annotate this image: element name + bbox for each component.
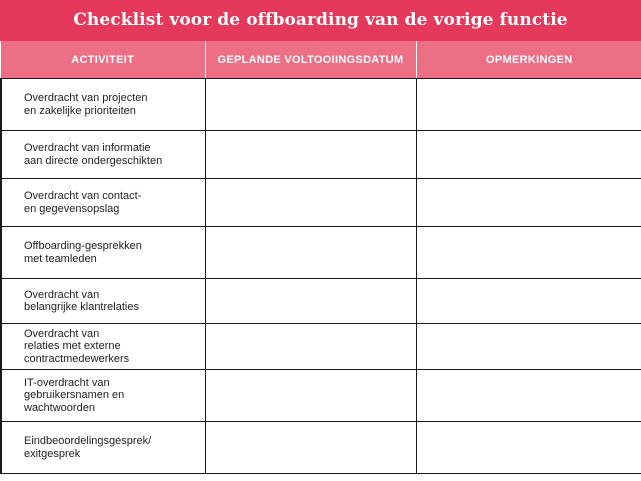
notes-cell[interactable]	[416, 422, 641, 474]
activity-cell: Overdracht van contact- en gegevensopslag	[1, 179, 205, 227]
table-row	[1, 324, 641, 370]
planned-date-cell[interactable]	[205, 324, 416, 370]
checklist-table	[0, 41, 641, 474]
table-row	[1, 370, 641, 422]
planned-date-cell[interactable]	[205, 179, 416, 227]
activity-cell: Overdracht van relaties met externe contractmedewerkers	[1, 324, 205, 370]
notes-cell[interactable]	[416, 370, 641, 422]
column-header-notes: OPMERKINGEN	[416, 41, 641, 79]
table-row	[1, 131, 641, 179]
notes-cell[interactable]	[416, 79, 641, 131]
table-row	[1, 79, 641, 131]
planned-date-cell[interactable]	[205, 279, 416, 324]
notes-cell[interactable]	[416, 179, 641, 227]
notes-cell[interactable]	[416, 279, 641, 324]
table-row	[1, 422, 641, 474]
activity-cell: Eindbeoordelingsgesprek/ exitgesprek	[1, 422, 205, 474]
document-title: Checklist voor de offboarding van de vorige functie	[0, 0, 641, 41]
column-header-planned-date: GEPLANDE VOLTOOIINGSDATUM	[205, 41, 416, 79]
column-header-activity: ACTIVITEIT	[1, 41, 205, 79]
activity-cell: Overdracht van belangrijke klantrelaties	[1, 279, 205, 324]
notes-cell[interactable]	[416, 227, 641, 279]
activity-cell: IT-overdracht van gebruikersnamen en wachtwoorden	[1, 370, 205, 422]
planned-date-cell[interactable]	[205, 370, 416, 422]
planned-date-cell[interactable]	[205, 79, 416, 131]
planned-date-cell[interactable]	[205, 131, 416, 179]
planned-date-cell[interactable]	[205, 227, 416, 279]
table-row	[1, 227, 641, 279]
notes-cell[interactable]	[416, 324, 641, 370]
notes-cell[interactable]	[416, 131, 641, 179]
table-row	[1, 179, 641, 227]
activity-cell: Overdracht van informatie aan directe ondergeschikten	[1, 131, 205, 179]
activity-cell: Overdracht van projecten en zakelijke prioriteiten	[1, 79, 205, 131]
activity-cell: Offboarding-gesprekken met teamleden	[1, 227, 205, 279]
header-row	[1, 41, 641, 79]
planned-date-cell[interactable]	[205, 422, 416, 474]
table-row	[1, 279, 641, 324]
